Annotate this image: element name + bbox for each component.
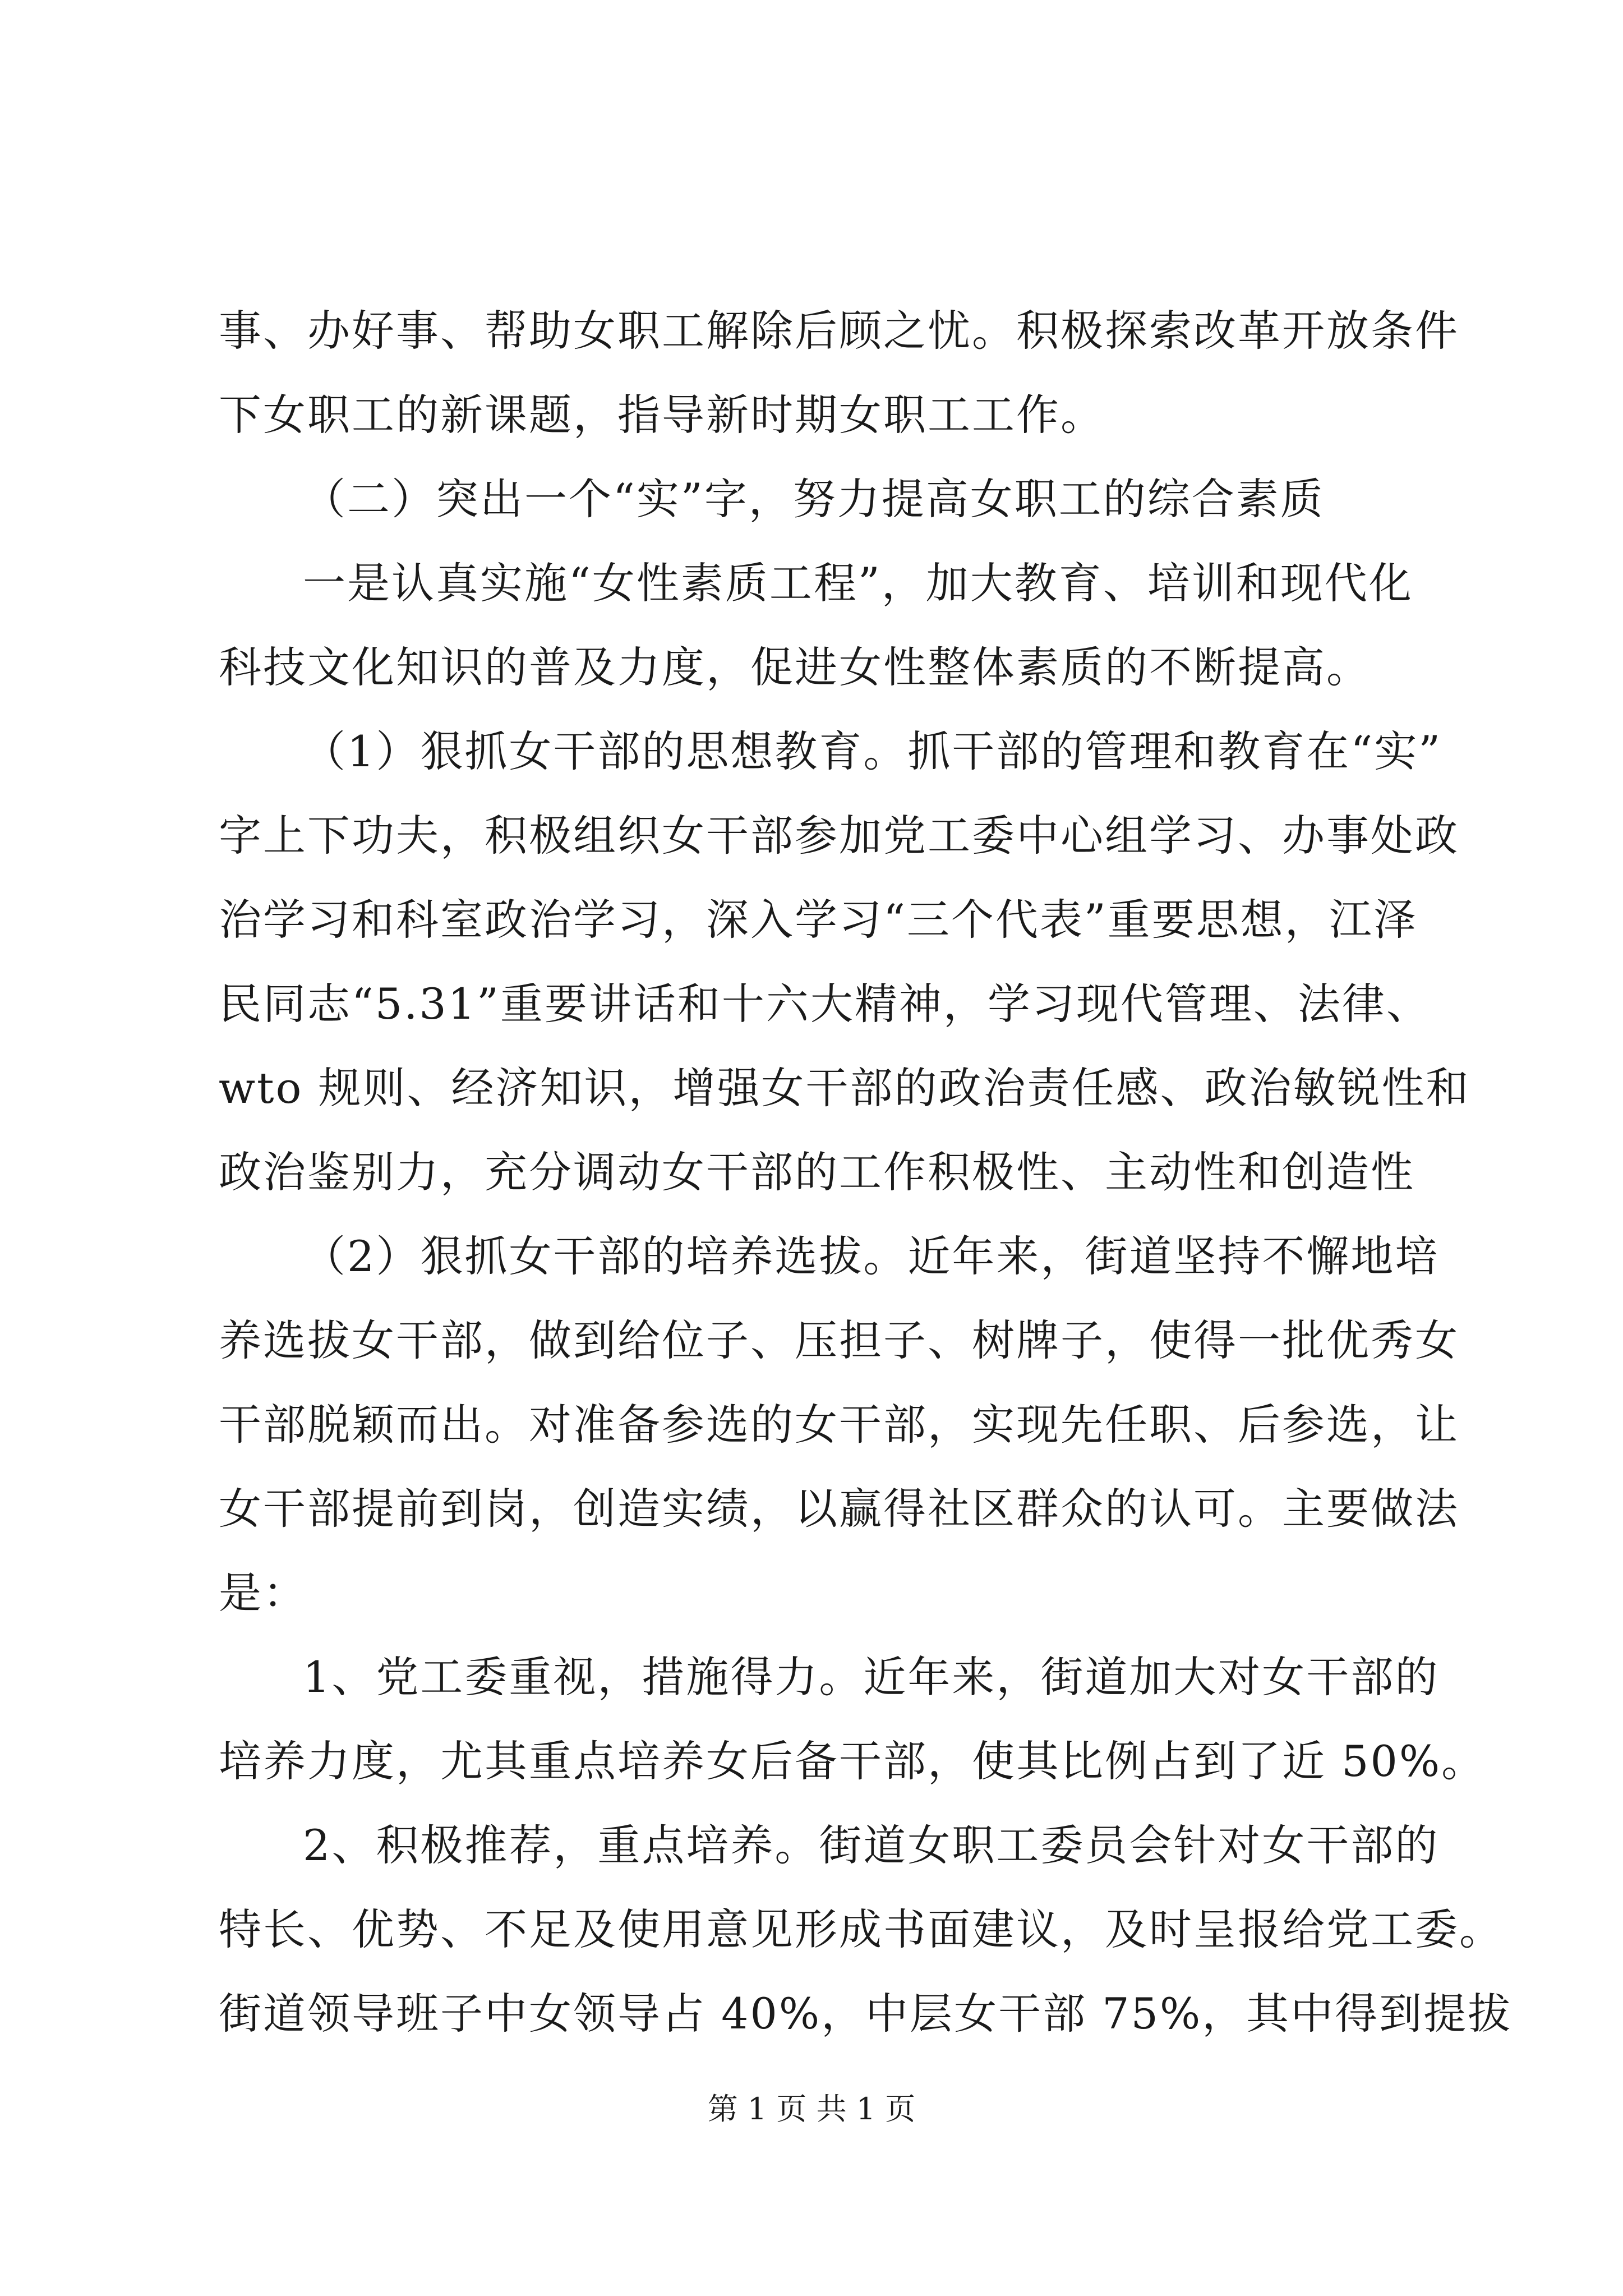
text-line: 政治鉴别力，充分调动女干部的工作积极性、主动性和创造性 <box>219 1147 1415 1197</box>
text-line: 治学习和科室政治学习，深入学习“三个代表”重要思想，江泽 <box>219 895 1418 945</box>
text-line: 字上下功夫，积极组织女干部参加党工委中心组学习、办事处政 <box>219 811 1459 861</box>
text-line: wto 规则、经济知识，增强女干部的政治责任感、政治敏锐性和 <box>219 1063 1470 1113</box>
paragraph-start-line: 一是认真实施“女性素质工程”，加大教育、培训和现代化 <box>303 558 1413 608</box>
text-line: 养选拔女干部，做到给位子、压担子、树牌子，使得一批优秀女 <box>219 1315 1459 1365</box>
paragraph-start-line: 2、积极推荐，重点培养。街道女职工委员会针对女干部的 <box>303 1820 1440 1870</box>
text-line: 街道领导班子中女领导占 40%，中层女干部 75%，其中得到提拔 <box>219 1989 1513 2039</box>
paragraph-start-line: 1、党工委重视，措施得力。近年来，街道加大对女干部的 <box>303 1652 1440 1702</box>
paragraph-start-line: （2）狠抓女干部的培养选拔。近年来，街道坚持不懈地培 <box>303 1231 1440 1281</box>
text-line: 事、办好事、帮助女职工解除后顾之忧。积极探索改革开放条件 <box>219 306 1459 356</box>
page-footer: 第 1 页 共 1 页 <box>707 2091 916 2127</box>
text-line: 女干部提前到岗，创造实绩，以赢得社区群众的认可。主要做法 <box>219 1484 1459 1534</box>
text-line: 科技文化知识的普及力度，促进女性整体素质的不断提高。 <box>219 642 1371 692</box>
text-line: 下女职工的新课题，指导新时期女职工工作。 <box>219 390 1105 440</box>
text-line: 干部脱颖而出。对准备参选的女干部，实现先任职、后参选，让 <box>219 1400 1459 1450</box>
section-heading: （二）突出一个“实”字，努力提高女职工的综合素质 <box>303 474 1325 524</box>
text-line: 特长、优势、不足及使用意见形成书面建议，及时呈报给党工委。 <box>219 1904 1504 1954</box>
text-line: 是： <box>219 1568 307 1618</box>
paragraph-start-line: （1）狠抓女干部的思想教育。抓干部的管理和教育在“实” <box>303 726 1442 776</box>
text-line: 民同志“5.31”重要讲话和十六大精神，学习现代管理、法律、 <box>219 979 1431 1029</box>
text-line: 培养力度，尤其重点培养女后备干部，使其比例占到了近 50%。 <box>219 1736 1486 1786</box>
